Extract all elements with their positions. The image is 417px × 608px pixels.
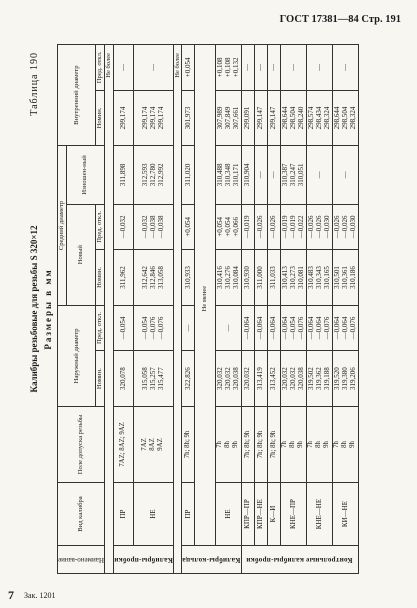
mean-diameter-nom: 310,416 310,276 310,084 bbox=[215, 250, 241, 306]
worn-diameter: 311,020 bbox=[182, 146, 195, 204]
mean-diameter-nom: 311,000 bbox=[254, 250, 267, 306]
mean-diameter-dev: —0,026 bbox=[267, 204, 280, 250]
mean-diameter-nom: 310,933 bbox=[182, 250, 195, 306]
mean-diameter-dev: —0,019 bbox=[241, 204, 254, 250]
inner-diameter-nom: 299,174 299,174 299,174 bbox=[133, 90, 173, 146]
inner-diameter-nom: 298,574 298,434 298,324 bbox=[306, 90, 332, 146]
inner-diameter-nom: 299,147 bbox=[254, 90, 267, 146]
outer-diameter-nom: 320,032 bbox=[241, 351, 254, 407]
mean-diameter-dev: +0,054 +0,054 +0,066 bbox=[215, 204, 241, 250]
header-outer-diameter: Наружный диаметр bbox=[58, 305, 96, 406]
tolerance-field: 7AZ 8AZ 9AZ bbox=[133, 406, 173, 482]
inner-diameter-nom: 301,973 bbox=[182, 90, 195, 146]
header-new: Новый bbox=[66, 204, 95, 305]
outer-diameter-dev: —0,064 bbox=[241, 305, 254, 351]
note-row bbox=[173, 45, 182, 574]
mean-diameter-nom: 311,033 bbox=[267, 250, 280, 306]
tolerance-field: 7h 8h 9h bbox=[215, 406, 241, 482]
worn-diameter: 310,488 310,348 310,171 bbox=[215, 146, 241, 204]
worn-diameter: 310,904 bbox=[241, 146, 254, 204]
rotated-table-block bbox=[29, 44, 359, 574]
table-body bbox=[104, 45, 358, 574]
worn-diameter: 310,387 310,247 310,051 bbox=[280, 146, 306, 204]
header-md-nom: Номин. bbox=[96, 250, 105, 306]
table-row bbox=[241, 45, 254, 574]
inner-diameter-dev: — bbox=[306, 45, 332, 91]
table-row bbox=[133, 45, 173, 574]
outer-diameter-dev: — bbox=[182, 305, 195, 351]
mean-diameter-dev: +0,054 bbox=[182, 204, 195, 250]
order-number: Зак. 1201 bbox=[24, 591, 56, 600]
group-label: Контрольные калибры-пробки bbox=[241, 546, 358, 574]
worn-diameter: 311,898 bbox=[113, 146, 133, 204]
tolerance-field: 7h; 8h; 9h bbox=[241, 406, 254, 482]
mean-diameter-nom: 310,501 310,361 310,186 bbox=[332, 250, 358, 306]
tolerance-field: 7h; 8h; 9h bbox=[267, 406, 280, 482]
outer-diameter-dev: —0,054 bbox=[113, 305, 133, 351]
note-ne-bolee: Не более bbox=[173, 45, 182, 574]
inner-diameter-nom: 299,091 bbox=[241, 90, 254, 146]
mean-diameter-nom: 310,930 bbox=[241, 250, 254, 306]
table-row bbox=[113, 45, 133, 574]
group-label: Калибры-кольца bbox=[182, 546, 241, 574]
page-number: 7 bbox=[8, 588, 14, 602]
mean-diameter-nom: 312,642 312,846 313,058 bbox=[133, 250, 173, 306]
inner-diameter-dev: — bbox=[241, 45, 254, 91]
note-row bbox=[104, 45, 113, 574]
header-name: Наимено-вание bbox=[58, 546, 105, 574]
mean-diameter-dev: —0,032 bbox=[113, 204, 133, 250]
table-row bbox=[254, 45, 267, 574]
mean-diameter-dev: —0,032 —0,038 —0,038 bbox=[133, 204, 173, 250]
header-inner-diameter: Внутренний диаметр bbox=[58, 45, 96, 146]
outer-diameter-dev: —0,064 —0,064 —0,076 bbox=[306, 305, 332, 351]
inner-diameter-dev: — bbox=[267, 45, 280, 91]
inner-diameter-nom: 298,644 298,504 298,324 bbox=[332, 90, 358, 146]
inner-diameter-nom: 299,174 bbox=[113, 90, 133, 146]
outer-diameter-dev: — bbox=[215, 305, 241, 351]
standard-header: ГОСТ 17381—84 Стр. 191 bbox=[279, 14, 401, 25]
tolerance-field: 7h 8h 9h bbox=[306, 406, 332, 482]
mean-diameter-nom: 310,413 310,273 310,081 bbox=[280, 250, 306, 306]
inner-diameter-dev: — bbox=[133, 45, 173, 91]
outer-diameter-nom: 320,032 320,032 320,038 bbox=[280, 351, 306, 407]
table-subtitle: Размеры в мм bbox=[43, 268, 53, 350]
tolerance-field: 7h; 8h; 9h bbox=[254, 406, 267, 482]
tolerance-field: 7h 8h 9h bbox=[332, 406, 358, 482]
worn-diameter: 312,593 312,780 312,992 bbox=[133, 146, 173, 204]
inner-diameter-dev: — bbox=[280, 45, 306, 91]
gauge-type: НЕ bbox=[215, 482, 241, 545]
inner-diameter-nom: 298,644 298,504 298,240 bbox=[280, 90, 306, 146]
table-number: Таблица 190 bbox=[29, 52, 40, 116]
outer-diameter-dev: —0,064 bbox=[254, 305, 267, 351]
gauge-type: КИ—НЕ bbox=[332, 482, 358, 545]
table-title: Калибры резьбовые для резьбы S 320×12 bbox=[29, 225, 39, 393]
note-ne-bolee-top: Не более bbox=[104, 45, 113, 574]
mean-diameter-dev: —0,026 —0,026 —0,030 bbox=[332, 204, 358, 250]
gauge-type: КПР—НЕ bbox=[254, 482, 267, 545]
table-row bbox=[306, 45, 332, 574]
gauge-type: КНЕ—ПР bbox=[280, 482, 306, 545]
tolerance-field: 7h 8h 9h bbox=[280, 406, 306, 482]
outer-diameter-nom: 319,520 319,380 319,206 bbox=[332, 351, 358, 407]
outer-diameter-dev: —0,064 bbox=[267, 305, 280, 351]
header-id-dev: Пред. откл. bbox=[96, 45, 105, 91]
gauge-type: НЕ bbox=[133, 482, 173, 545]
note-ne-menee: Не менее bbox=[195, 45, 215, 546]
note-row bbox=[195, 45, 215, 574]
header-id-nom: Номин. bbox=[96, 90, 105, 146]
outer-diameter-nom: 320,032 320,032 320,038 bbox=[215, 351, 241, 407]
header-od-nom: Номин. bbox=[96, 351, 105, 407]
tolerance-field: 7AZ; 8AZ; 9AZ bbox=[113, 406, 133, 482]
gauge-table bbox=[57, 44, 359, 574]
worn-diameter: — bbox=[267, 146, 280, 204]
header-mean-diameter: Средний диаметр bbox=[58, 146, 67, 305]
inner-diameter-dev: +0,054 bbox=[182, 45, 195, 91]
gauge-type: ПР bbox=[182, 482, 195, 545]
inner-diameter-nom: 307,989 307,849 307,661 bbox=[215, 90, 241, 146]
worn-diameter: — bbox=[332, 146, 358, 204]
table-row bbox=[182, 45, 195, 574]
header-tolerance-field: Поле допуска резьбы bbox=[58, 406, 105, 482]
inner-diameter-dev: — bbox=[332, 45, 358, 91]
table-row bbox=[280, 45, 306, 574]
outer-diameter-nom: 322,826 bbox=[182, 351, 195, 407]
inner-diameter-dev: +0,108 +0,108 +0,132 bbox=[215, 45, 241, 91]
worn-diameter: — bbox=[306, 146, 332, 204]
gauge-type: КНЕ—НЕ bbox=[306, 482, 332, 545]
mean-diameter-nom: 310,483 310,343 310,165 bbox=[306, 250, 332, 306]
table-row bbox=[332, 45, 358, 574]
mean-diameter-dev: —0,026 bbox=[254, 204, 267, 250]
header-type: Вид калибра bbox=[58, 482, 105, 545]
header-worn: Изношен-ный bbox=[66, 146, 104, 204]
mean-diameter-dev: —0,019 —0,019 —0,022 bbox=[280, 204, 306, 250]
table-row bbox=[215, 45, 241, 574]
outer-diameter-nom: 319,502 319,362 319,188 bbox=[306, 351, 332, 407]
mean-diameter-nom: 311,962 bbox=[113, 250, 133, 306]
worn-diameter: — bbox=[254, 146, 267, 204]
outer-diameter-nom: 313,452 bbox=[267, 351, 280, 407]
group-label: Калибры-пробки bbox=[113, 546, 173, 574]
gauge-type: КПР—ПР bbox=[241, 482, 254, 545]
outer-diameter-nom: 315,058 315,257 315,477 bbox=[133, 351, 173, 407]
table-row bbox=[267, 45, 280, 574]
outer-diameter-dev: —0,054 —0,076 —0,076 bbox=[133, 305, 173, 351]
mean-diameter-dev: —0,026 —0,026 —0,030 bbox=[306, 204, 332, 250]
outer-diameter-dev: —0,064 —0,064 —0,076 bbox=[332, 305, 358, 351]
outer-diameter-dev: —0,064 —0,054 —0,076 bbox=[280, 305, 306, 351]
outer-diameter-nom: 313,419 bbox=[254, 351, 267, 407]
gauge-type: ПР bbox=[113, 482, 133, 545]
inner-diameter-dev: — bbox=[113, 45, 133, 91]
inner-diameter-dev: — bbox=[254, 45, 267, 91]
gauge-type: К—И bbox=[267, 482, 280, 545]
outer-diameter-nom: 320,078 bbox=[113, 351, 133, 407]
header-md-dev: Пред. откл. bbox=[96, 204, 105, 250]
header-od-dev: Пред. откл. bbox=[96, 305, 105, 351]
tolerance-field: 7h; 8h; 9h bbox=[182, 406, 195, 482]
inner-diameter-nom: 299,147 bbox=[267, 90, 280, 146]
